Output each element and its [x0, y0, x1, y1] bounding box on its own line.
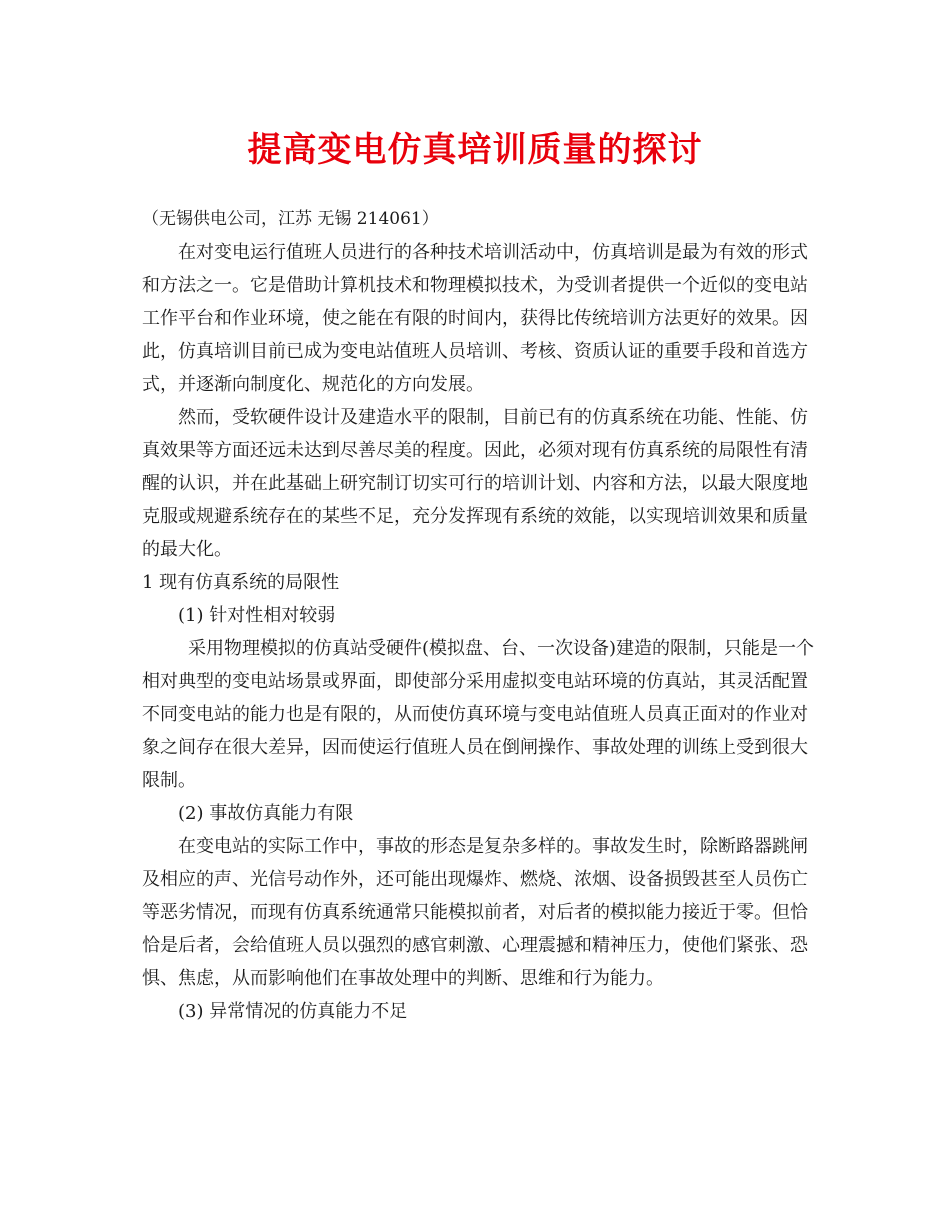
intro-paragraph-1: 在对变电运行值班人员进行的各种技术培训活动中，仿真培训是最为有效的形式和方法之一。它是借助计算机技术和物理模拟技术，为受训者提供一个近似的变电站工作平台和作业环境，使之能在有限的时间内，获得比传统培训方法更好的效果。因此，仿真培训目前已成为变电站值班人员培训、考核、资质认证的重要手段和首选方式，并逐渐向制度化、规范化的方向发展。 [142, 242, 808, 395]
intro-paragraph-2: 然而，受软硬件设计及建造水平的限制，目前已有的仿真系统在功能、性能、仿真效果等方面还远未达到尽善尽美的程度。因此，必须对现有仿真系统的局限性有清醒的认识，并在此基础上研究制订切实可行的培训计划、内容和方法，以最大限度地克服或规避系统存在的某些不足，充分发挥现有系统的效能，以实现培训效果和质量的最大化。 [142, 407, 808, 560]
subsection-1-heading: (1) 针对性相对较弱 [178, 605, 336, 626]
document-title: 提高变电仿真培训质量的探讨 [247, 130, 703, 170]
subsection-2-paragraph: 在变电站的实际工作中，事故的形态是复杂多样的。事故发生时，除断路器跳闸及相应的声、光信号动作外，还可能出现爆炸、燃烧、浓烟、设备损毁甚至人员伤亡等恶劣情况，而现有仿真系统通常只能模拟前者，对后者的模拟能力接近于零。但恰恰是后者，会给值班人员以强烈的感官刺激、心理震撼和精神压力，使他们紧张、恐惧、焦虑，从而影响他们在事故处理中的判断、思维和行为能力。 [142, 836, 808, 989]
document-body [142, 203, 818, 1028]
subsection-3-heading: (3) 异常情况的仿真能力不足 [178, 1001, 408, 1022]
subsection-2-heading: (2) 事故仿真能力有限 [178, 803, 354, 824]
section-1-heading: 1 现有仿真系统的局限性 [142, 572, 340, 593]
author-affiliation: （无锡供电公司，江苏 无锡 214061） [142, 209, 439, 229]
subsection-1-paragraph: 采用物理模拟的仿真站受硬件(模拟盘、台、一次设备)建造的限制，只能是一个相对典型的变电站场景或界面，即使部分采用虚拟变电站环境的仿真站，其灵活配置不同变电站的能力也是有限的，从而使仿真环境与变电站值班人员真正面对的作业对象之间存在很大差异，因而使运行值班人员在倒闸操作、事故处理的训练上受到很大限制。 [142, 638, 815, 791]
